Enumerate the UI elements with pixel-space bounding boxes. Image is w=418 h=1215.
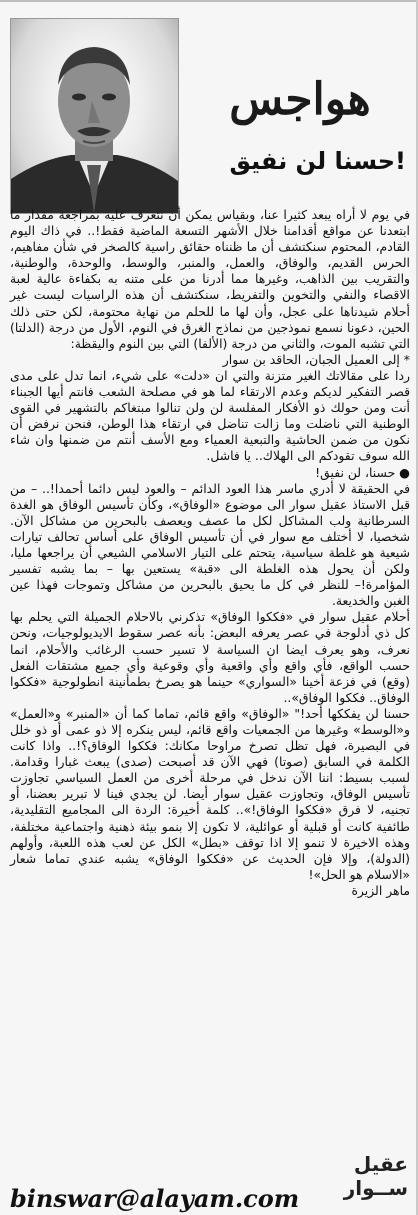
author-name: عقيل ســوار [343, 1152, 408, 1200]
author-photo [10, 18, 179, 214]
article-paragraph: حسنا لن يفككها أحد!" «الوفاق» واقع قائم، تماما كما أن «المنبر» و«العمل» و«الوسط» وغيرها من الجمعيات واقع قائم، ليس ينكره إلا ذو عمى أو ذو خلل في البصيرة، فهل تظل تصرخ مراوحا مكانك: فككوا الوفاق؟!.. واذا كانت الكلمة في السابق (صوتا) فهي الآن قد أصبحت (صدى) يبعث غبارا وقدامة. لسبب بسيط: اننا الآن ندخل في مرحلة أخرى من العمل السياسي تجاوزت تأسيس الوفاق، وتجاوزت عقيل سوار أيضا. لن يجدي فينا لا تبرير بعضنا، أو تجنيه، لا فرق «فككوا الوفاق!».. كلمة أخيرة: الردة الى المجاميع التقليدية، طائفية كانت أو قبلية أو عوائلية، لا تكون إلا بنمو بيئة ذهنية واجتماعية مختلفة، وهذه الاخيرة لا تنمو إلا اذا توقف «بطل» الكل عن لعب هذه اللعبة، وأولهم (الدولة)، وإلا فإن الحديث عن «فككوا الوفاق» يشبه عندي تماما شعار «الاسلام هو الحل»! [10, 705, 410, 882]
article-paragraph: ● حسنا، لن نفيق! [315, 464, 410, 480]
letter-signature: ماهر الزيرة [351, 882, 410, 898]
article-body [10, 207, 410, 1152]
article-paragraph: * إلى العميل الجبان، الحاقد بن سوار [222, 351, 410, 367]
top-border [0, 0, 418, 2]
column-masthead: هواجس [229, 74, 371, 125]
author-email[interactable]: binswar@alayam.com [10, 1184, 300, 1213]
article-paragraph: في يوم لا أراه يبعد كثيرا عنا، وبقياس يمكن أن نتعرف عليه بمراجعة مقدار ما ابتعدنا عن مواقع أقدامنا خلال الأشهر التسعة الماضية فقط!.. في ذاك اليوم القادم، المحتوم سنكتشف أن ما ظنناه حقائق راسية كالصخر في شأن مفاهيم، الحرس القديم، والوفاق، والعمل، والمنبر، والوسط، والوحدة، والوطنية، والتقريب بين الذاهب، وغيرها مما أدرنا من على متنه به بكفاءة عالية لعبة الاقصاء والنفي والتخوين والتفريط، سنكتشف أن هذه الراسيات ليست غير أحلام شيدناها على عجل، وأن لها ما للحلم من نهاية محتومة، لكن حتى ذلك الحين، دعونا نسمع نموذجين من نماذج الغرق في النوم، الأول من درجة (الدلتا) التي تشبه الموت، والثاني من درجة (الألفا) التي بين النوم واليقظة: [10, 207, 410, 351]
article-paragraph: في الحقيقة لا أدري ماسر هذا العود الدائم – والعود ليس دائما أحمدا!.. – من قبل الاستاذ عقيل سوار الى موضوع «الوفاق»، وكأن تأسيس الوفاق هو الغدة السرطانية ولب المشاكل لكل ما عصف ويعصف بالبحرين من مشاكل الآن. شخصيا، لا أختلف مع سوار في أن تأسيس الوفاق على أساس تحالف تيارات شيعية هو غلطة سياسية، يتحتم على التيار الاسلامي الشيعي أن يراجعها مليا، ولكن أن يحول هذه الغلطة الى «قبة» يستعين بها – بما يشبه تفسير المؤامرة!– للنظر في كل ما يحيق بالبحرين من مشاكل وتموجات فهذا عين الغبن والخديعة. [10, 480, 410, 609]
article-paragraph: أحلام عقيل سوار في «فككوا الوفاق» تذكرني بالاحلام الجميلة التي يحلم بها كل ذي أدلوجة في عصر يعرفه البعض: بأنه عصر سقوط الايديولوجيات، ونحن نعرف، وهو يعرف ايضا ان السياسة لا تسير حسب الرغائب والأحلام، انما حسب الواقع، فأي واقع وأي واقعية وأي وقوعية وأي جميع مشتقات الفعل (وقع) في فزعة أخينا «السواري» حينما هو يصرخ بطمأنينة انطولوجية «فككوا الوفاق.. فككوا الوفاق».. [10, 609, 410, 705]
article-headline: حسنا لن نفيق! [229, 147, 406, 175]
article-paragraph: ردا على مقالاتك الغير متزنة والتي ان «دلت» على شيء، انما تدل على مدى قصر التفكير لديكم وعدم الارتقاء لما هو في مصلحة الشعب فانتم أيها الجبناء أنت ومن حولك ذو الأفكار المفلسة لن ولن تنالوا مبتغاكم بالتشهير في القوى الوطنية التي ناضلت وما زالت تناضل في ارتقاء هذا الوطن، فنحن نرفض أن نكون من ضمن الحاشية والتبعية العمياء ومع الأسف أنتم من ضمنها وان شاء الله سوف تقودكم الى الهلاك.. يا فاشل. [10, 367, 410, 464]
